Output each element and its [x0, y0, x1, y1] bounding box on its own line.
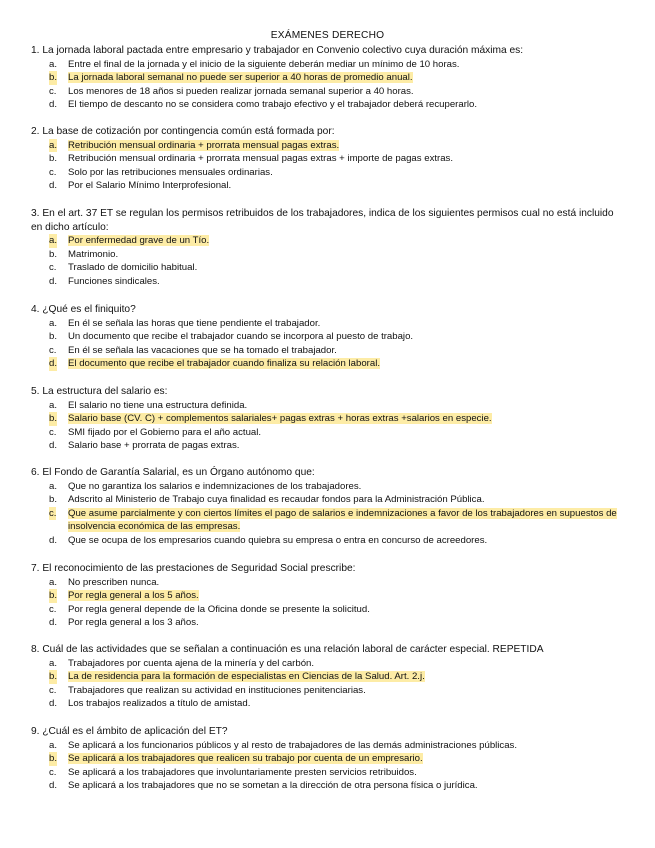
question-9	[31, 725, 626, 793]
option-text: Retribución mensual ordinaria + prorrata mensual pagas extras.	[68, 139, 340, 151]
option-letter: a.	[49, 58, 58, 70]
option-letter: c.	[49, 507, 57, 519]
option-c	[31, 426, 626, 440]
option-letter: a.	[49, 480, 58, 492]
question-7	[31, 562, 626, 630]
option-text: Traslado de domicilio habitual.	[68, 262, 198, 273]
option-letter: c.	[49, 85, 57, 97]
option-list	[31, 234, 626, 288]
question-text: 3. En el art. 37 ET se regulan los permisos retribuidos de los trabajadores, indica de los siguientes permisos cual no está incluido en dicho artículo:	[31, 208, 614, 233]
option-text: En él se señala las horas que tiene pendiente el trabajador.	[68, 317, 321, 329]
option-text: Funciones sindicales.	[68, 275, 160, 287]
option-b-highlighted	[31, 71, 626, 85]
option-c	[31, 344, 626, 358]
option-letter: a.	[49, 139, 58, 151]
option-list	[31, 739, 626, 793]
question-6	[31, 466, 626, 547]
question-text: 6. El Fondo de Garantía Salarial, es un Órgano autónomo que:	[31, 467, 315, 478]
option-letter: d.	[49, 534, 58, 546]
option-text: El tiempo de descanto no se considera como trabajo efectivo y el trabajador deberá recuperarlo.	[68, 99, 478, 110]
question-2	[31, 125, 626, 193]
option-letter: b.	[49, 671, 58, 682]
question-text: 5. La estructura del salario es:	[31, 386, 168, 397]
option-letter: d.	[49, 275, 58, 287]
option-letter: b.	[49, 590, 58, 601]
option-text: Los menores de 18 años si pueden realizar jornada semanal superior a 40 horas.	[68, 85, 414, 97]
option-d	[31, 616, 626, 630]
option-text: La de residencia para la formación de especialistas en Ciencias de la Salud. Art. 2.j.	[68, 671, 425, 682]
option-b-highlighted	[31, 670, 626, 684]
option-text: Retribución mensual ordinaria + prorrata mensual pagas extras + importe de pagas extras.	[68, 153, 454, 164]
option-letter: b.	[49, 153, 58, 164]
option-text: Salario base + prorrata de pagas extras.	[68, 440, 240, 451]
option-text: Adscrito al Ministerio de Trabajo cuya finalidad es recaudar fondos para la Administración Pública.	[68, 494, 485, 505]
question-1	[31, 44, 626, 112]
option-text: Por el Salario Mínimo Interprofesional.	[68, 180, 232, 191]
option-letter: b.	[49, 72, 58, 83]
question-5	[31, 385, 626, 453]
option-text: En él se señala las vacaciones que se ha tomado el trabajador.	[68, 344, 337, 356]
option-text: Trabajadores que realizan su actividad en instituciones penitenciarias.	[68, 684, 366, 696]
option-a	[31, 657, 626, 671]
option-letter: b.	[49, 331, 58, 342]
option-c	[31, 684, 626, 698]
option-letter: c.	[49, 166, 57, 178]
option-letter: d.	[49, 180, 58, 191]
option-letter: d.	[49, 440, 58, 451]
question-text: 4. ¿Qué es el finiquito?	[31, 304, 136, 315]
option-letter: a.	[49, 399, 58, 411]
option-letter: d.	[49, 698, 58, 709]
option-text: Que se ocupa de los empresarios cuando quiebra su empresa o entra en concurso de acreedores.	[68, 534, 488, 546]
option-text: La jornada laboral semanal no puede ser superior a 40 horas de promedio anual.	[68, 72, 413, 83]
question-text: 8. Cuál de las actividades que se señalan a continuación es una relación laboral de carácter especial. REPETIDA	[31, 644, 544, 655]
option-text: Solo por las retribuciones mensuales ordinarias.	[68, 166, 273, 178]
option-text: Que no garantiza los salarios e indemnizaciones de los trabajadores.	[68, 480, 362, 492]
option-letter: a.	[49, 576, 58, 588]
option-a	[31, 480, 626, 494]
option-b-highlighted	[31, 412, 626, 426]
option-c	[31, 261, 626, 275]
option-text: El salario no tiene una estructura definida.	[68, 399, 248, 411]
option-text: Se aplicará a los trabajadores que involuntariamente presten servicios retribuidos.	[68, 766, 417, 778]
option-letter: a.	[49, 739, 58, 751]
option-text: El documento que recibe el trabajador cuando finaliza su relación laboral.	[68, 358, 380, 369]
option-a	[31, 739, 626, 753]
option-d-highlighted	[31, 357, 626, 371]
option-letter: d.	[49, 99, 58, 110]
option-a	[31, 576, 626, 590]
option-letter: c.	[49, 766, 57, 778]
option-text: Entre el final de la jornada y el inicio de la siguiente deberán mediar un mínimo de 10 horas.	[68, 58, 460, 70]
option-a-highlighted	[31, 234, 626, 248]
option-letter: c.	[49, 262, 57, 273]
option-letter: b.	[49, 248, 58, 260]
option-text: No prescriben nunca.	[68, 576, 160, 588]
option-text: Un documento que recibe el trabajador cuando se incorpora al puesto de trabajo.	[68, 331, 414, 342]
option-b	[31, 152, 626, 166]
option-text: Se aplicará a los trabajadores que realicen su trabajo por cuenta de un empresario.	[68, 753, 423, 764]
option-letter: a.	[49, 317, 58, 329]
option-d	[31, 179, 626, 193]
option-d	[31, 779, 626, 793]
option-text: Por regla general a los 5 años.	[68, 590, 199, 601]
question-text: 9. ¿Cuál es el ámbito de aplicación del ET?	[31, 726, 228, 737]
option-text: Que asume parcialmente y con ciertos límites el pago de salarios e indemnizaciones a favor de los trabajadores en supuestos de insolvencia económica de las empresas.	[68, 507, 617, 532]
option-a	[31, 399, 626, 413]
option-letter: c.	[49, 426, 57, 438]
option-d	[31, 98, 626, 112]
option-c-highlighted	[31, 507, 626, 534]
question-text: 1. La jornada laboral pactada entre empresario y trabajador en Convenio colectivo cuya duración máxima es:	[31, 45, 524, 56]
option-b	[31, 330, 626, 344]
option-text: SMI fijado por el Gobierno para el año actual.	[68, 426, 262, 438]
option-letter: b.	[49, 494, 58, 505]
option-letter: d.	[49, 780, 58, 791]
question-text: 2. La base de cotización por contingencia común está formada por:	[31, 126, 335, 137]
option-text: Los trabajos realizados a título de amistad.	[68, 698, 251, 709]
option-d	[31, 275, 626, 289]
option-text: Trabajadores por cuenta ajena de la minería y del carbón.	[68, 657, 315, 669]
option-d	[31, 534, 626, 548]
question-text: 7. El reconocimiento de las prestaciones de Seguridad Social prescribe:	[31, 563, 356, 574]
option-a	[31, 58, 626, 72]
option-list	[31, 317, 626, 371]
option-letter: c.	[49, 684, 57, 696]
option-text: Se aplicará a los trabajadores que no se sometan a la dirección de otra persona física o jurídica.	[68, 780, 478, 791]
option-letter: a.	[49, 235, 58, 246]
option-letter: b.	[49, 753, 58, 764]
option-text: Por regla general a los 3 años.	[68, 617, 199, 628]
option-c	[31, 85, 626, 99]
option-a-highlighted	[31, 139, 626, 153]
option-c	[31, 766, 626, 780]
question-8	[31, 643, 626, 711]
option-b	[31, 493, 626, 507]
option-list	[31, 480, 626, 548]
document-title: EXÁMENES DERECHO	[270, 30, 385, 41]
option-list	[31, 576, 626, 630]
question-4	[31, 303, 626, 371]
option-c	[31, 603, 626, 617]
option-c	[31, 166, 626, 180]
option-text: Salario base (CV. C) + complementos salariales+ pagas extras + horas extras +salarios en especie.	[68, 413, 492, 424]
option-text: Por enfermedad grave de un Tío.	[68, 235, 210, 246]
option-b	[31, 248, 626, 262]
option-list	[31, 657, 626, 711]
option-a	[31, 317, 626, 331]
option-list	[31, 399, 626, 453]
option-letter: d.	[49, 617, 58, 628]
option-list	[31, 139, 626, 193]
option-text: Matrimonio.	[68, 248, 119, 260]
option-b-highlighted	[31, 752, 626, 766]
option-letter: c.	[49, 344, 57, 356]
option-b-highlighted	[31, 589, 626, 603]
question-3	[31, 207, 626, 288]
option-text: Por regla general depende de la Oficina donde se presente la solicitud.	[68, 603, 370, 615]
option-letter: c.	[49, 603, 57, 615]
option-letter: b.	[49, 413, 58, 424]
option-d	[31, 697, 626, 711]
option-d	[31, 439, 626, 453]
option-text: Se aplicará a los funcionarios públicos y al resto de trabajadores de las demás administraciones públicas.	[68, 739, 518, 751]
option-list	[31, 58, 626, 112]
option-letter: a.	[49, 657, 58, 669]
option-letter: d.	[49, 358, 58, 369]
